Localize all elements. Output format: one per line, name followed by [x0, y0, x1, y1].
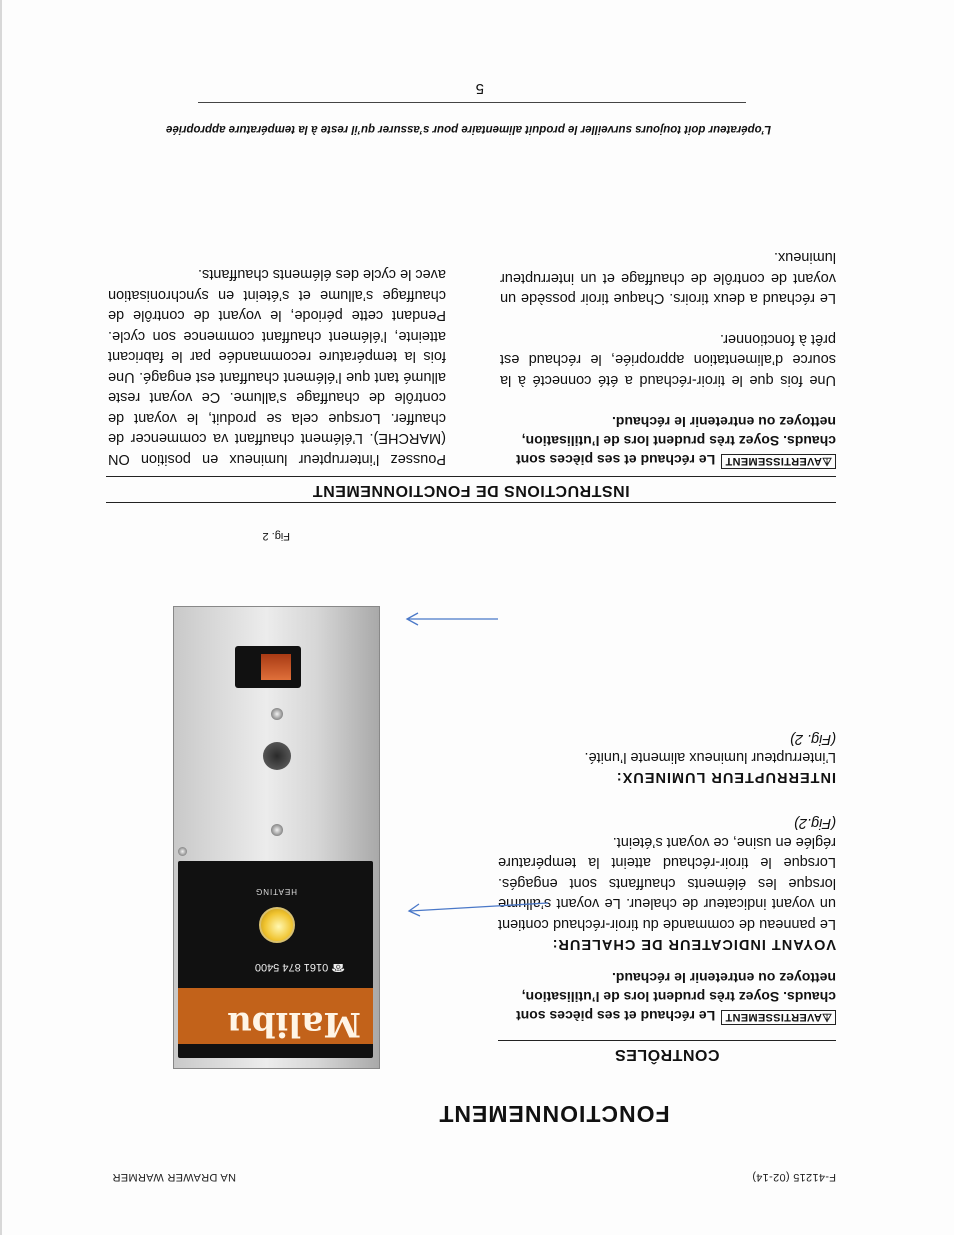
rocker [261, 654, 291, 680]
lamp-label: HEATING [255, 887, 297, 896]
panel-phone: ☎ 0161 874 5400 [254, 961, 345, 973]
para-connected: Une fois que le tiroir-réchaud a été connecté à la source d’alimentation appropriée, le réchaud est prêt à fonctionner. [500, 331, 836, 388]
panel-faceplate [178, 861, 373, 1058]
brand-logo: Malibu [227, 1004, 361, 1044]
screw-icon [271, 824, 283, 836]
footer-rule [198, 102, 746, 103]
product-name: NA DRAWER WARMER [112, 1171, 236, 1183]
switch-fig-ref: (Fig. 2) [790, 731, 836, 747]
operations-right-column [108, 264, 446, 477]
warning-badge: ⚠AVERTISSEMENT [721, 1010, 836, 1025]
figure-caption: Fig. 2 [262, 530, 290, 542]
arrow-to-lamp-icon [400, 893, 550, 917]
footer-note: L’opérateur doit toujours surveiller le produit alimentaire pour s’assurer qu’il reste à la température appropriée [166, 123, 771, 135]
arrow-to-switch-icon [400, 611, 500, 627]
heating-lamp-icon [259, 907, 295, 943]
indicator-body: Le panneau de commande du tiroir-réchaud contient un voyant indicateur de chaleur. Le voyant s’allume lorsque les éléments chauffants sont engagés. Lorsque le tiroir-réchaud atteint la température réglée en usine, ce voyant s’éteint. [498, 834, 836, 932]
screw-icon [271, 708, 283, 720]
screw-icon [178, 847, 187, 856]
warning-badge: ⚠AVERTISSEMENT [721, 454, 836, 469]
para-drawers: Le réchaud a deux tiroirs. Chaque tiroir possède un voyant de contrôle de chauffage et un interrupteur lumineux. [500, 249, 836, 307]
warning-text: Le réchaud et ses pièces sont chauds. Soyez très prudent lors de l’utilisation, nettoyez ou entretenir le réchaud. [516, 970, 836, 1024]
operations-left-column [500, 247, 836, 477]
rocker-switch-icon [235, 646, 301, 688]
indicator-heading: VOYANT INDICATEUR DE CHALEUR: [551, 936, 836, 952]
switch-body: L’interrupteur lumineux alimente l’unité. [584, 749, 836, 766]
controls-column [498, 731, 836, 1035]
operations-warning [500, 412, 836, 469]
warning-text: Le réchaud et ses pièces sont chauds. Soyez très prudent lors de l’utilisation, nettoyez ou entretenir le réchaud. [516, 414, 836, 468]
controls-warning [498, 968, 836, 1025]
control-panel-photo [173, 606, 380, 1069]
scan-edge [0, 0, 2, 1235]
para-switch-on: Poussez l’interrupteur lumineux en position ON (MARCHE). L’élément chauffant va commencer de chauffer. Lorsque cela se produit, le voyant de contrôle de chauffage s’allume. Ce voyant reste allumé tant que l’élément chauffant est engagé. Une fois la température recommandée par le fabricant atteinte, l’élément chauffant commence son cycle. Pendant cette période, le voyant de contrôle de chauffage s’allume et s’éteint en synchronisation avec le cycle des éléments chauffants. [108, 266, 446, 467]
page-title: FONCTIONNEMENT [438, 1101, 670, 1127]
switch-heading: INTERRUPTEUR LUMINEUX: [615, 769, 836, 786]
panel-hole [263, 742, 291, 770]
indicator-fig-ref: (Fig.2) [794, 815, 836, 832]
operations-heading: INSTRUCTIONS DE FONCTIONNEMENT [106, 476, 836, 503]
page-number: 5 [475, 80, 484, 97]
controls-heading: CONTRÔLES [498, 1040, 836, 1063]
form-number: F-41215 (02-14) [752, 1171, 836, 1183]
